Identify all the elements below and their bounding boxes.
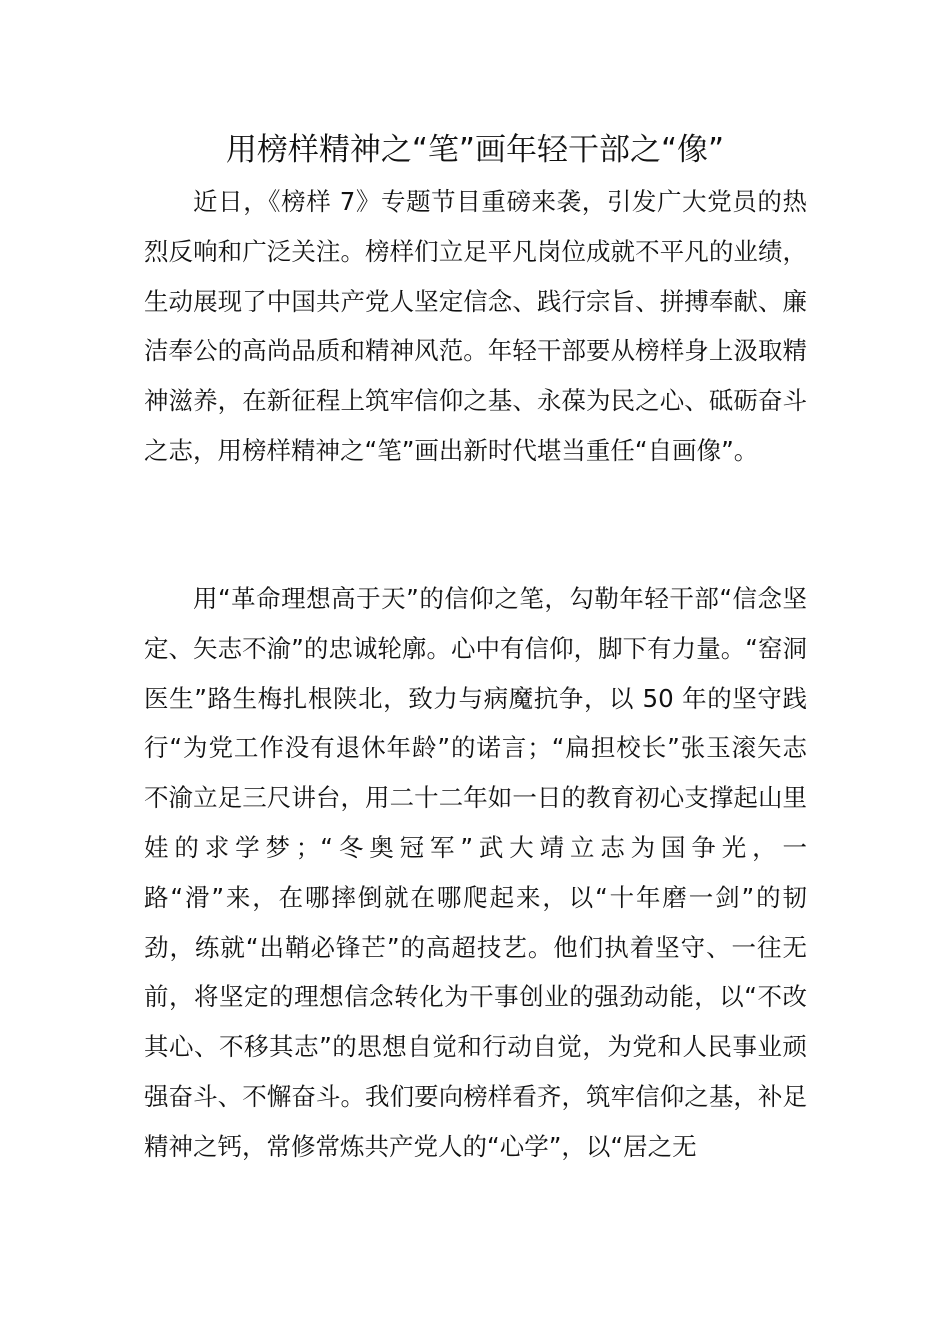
paragraph-intro: 近日，《榜样 7》专题节目重磅来袭，引发广大党员的热烈反响和广泛关注。榜样们立足平凡岗位成就不平凡的业绩，生动展现了中国共产党人坚定信念、践行宗旨、拼搏奉献、廉洁奉公的高尚品质和精神风范。年轻干部要从榜样身上汲取精神滋养，在新征程上筑牢信仰之基、永葆为民之心、砥砺奋斗之志，用榜样精神之“笔”画出新时代堪当重任“自画像”。 [144, 187, 807, 465]
document-title: 用榜样精神之“笔”画年轻干部之“像” [225, 132, 725, 168]
paragraph-faith: 用“革命理想高于天”的信仰之笔，勾勒年轻干部“信念坚定、矢志不渝”的忠诚轮廓。心中有信仰，脚下有力量。“窑洞医生”路生梅扎根陕北，致力与病魔抗争，以 50 年的坚守践行“为党工作没有退休年龄”的诺言；“扁担校长”张玉滚矢志不渝立足三尺讲台，用二十二年如一日的教育初心支撑起山里娃的求学梦；“冬奥冠军”武大靖立志为国争光，一路“滑”来，在哪摔倒就在哪爬起来，以“十年磨一剑”的韧劲，练就“出鞘必锋芒”的高超技艺。他们执着坚守、一往无前，将坚定的理想信念转化为干事创业的强劲动能，以“不改其心、不移其志”的思想自觉和行动自觉，为党和人民事业顽强奋斗、不懈奋斗。我们要向榜样看齐，筑牢信仰之基，补足精神之钙，常修常炼共产党人的“心学”，以“居之无 [144, 584, 807, 1161]
